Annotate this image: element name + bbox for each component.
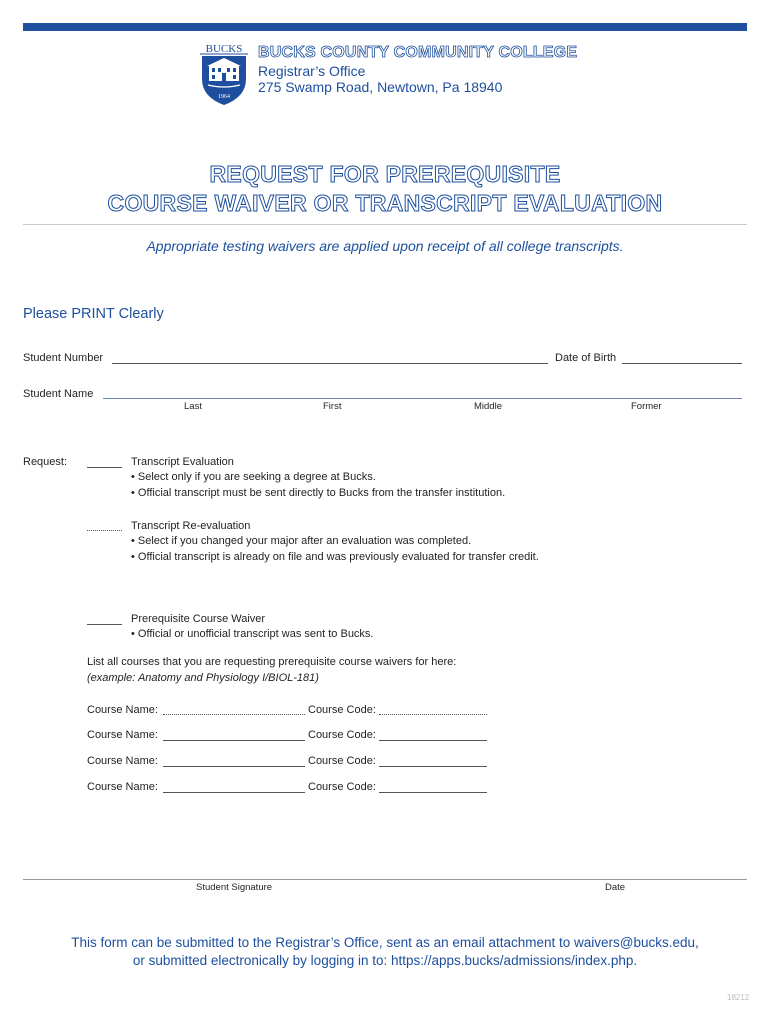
office-address: 275 Swamp Road, Newtown, Pa 18940 (258, 79, 503, 95)
signature-date-label: Date (605, 882, 626, 893)
prerequisite-waiver-checkline[interactable] (87, 624, 122, 625)
top-bar (23, 23, 747, 31)
testing-waiver-notice: Appropriate testing waivers are applied upon receipt of all college transcripts. (146, 238, 624, 254)
course-code-label: Course Code: (308, 704, 376, 716)
student-number-field[interactable] (112, 363, 548, 364)
course-name-label: Course Name: (87, 781, 158, 793)
form-number: 18212 (727, 993, 750, 1002)
course-list-instruction: List all courses that you are requesting prerequisite course waivers for here: (87, 656, 457, 668)
name-part-last: Last (184, 401, 202, 412)
name-part-middle: Middle (474, 401, 502, 412)
course-list-example: (example: Anatomy and Physiology I/BIOL-181) (87, 672, 319, 684)
option-prerequisite-waiver-title: Prerequisite Course Waiver (131, 613, 266, 625)
option-bullet: • Select if you changed your major after an evaluation was completed. (131, 535, 472, 547)
form-title-line-1: REQUEST FOR PREREQUISITE (209, 161, 561, 187)
form-title-line-2: COURSE WAIVER OR TRANSCRIPT EVALUATION (107, 190, 663, 216)
signature-line[interactable] (23, 879, 747, 880)
course-code-field-4[interactable] (379, 792, 487, 793)
course-name-field-1[interactable] (163, 714, 305, 715)
option-bullet: • Official transcript must be sent directly to Bucks from the transfer institution. (131, 487, 506, 499)
course-code-label: Course Code: (308, 755, 376, 767)
name-part-former: Former (631, 401, 662, 412)
course-code-field-2[interactable] (379, 740, 487, 741)
submission-instructions-line-2: or submitted electronically by logging in to: https://apps.bucks/admissions/index.php. (132, 953, 638, 968)
course-code-field-3[interactable] (379, 766, 487, 767)
course-name-field-3[interactable] (163, 766, 305, 767)
course-name-field-2[interactable] (163, 740, 305, 741)
course-name-label: Course Name: (87, 755, 158, 767)
transcript-evaluation-checkline[interactable] (87, 467, 122, 468)
student-name-field[interactable] (103, 398, 742, 399)
date-of-birth-label: Date of Birth (555, 352, 617, 364)
option-bullet: • Official or unofficial transcript was sent to Bucks. (131, 628, 374, 640)
submission-instructions-line-1: This form can be submitted to the Registrar’s Office, sent as an email attachment to waivers@bucks.edu, (71, 935, 699, 950)
request-label: Request: (23, 456, 68, 468)
student-number-label: Student Number (23, 352, 104, 364)
svg-text:BUCKS: BUCKS (205, 43, 243, 55)
registrar-office: Registrar’s Office (258, 63, 366, 79)
college-name: BUCKS COUNTY COMMUNITY COLLEGE (258, 44, 578, 61)
student-signature-label: Student Signature (196, 882, 273, 893)
date-of-birth-field[interactable] (622, 363, 742, 364)
svg-text:1964: 1964 (218, 94, 230, 100)
student-name-label: Student Name (23, 388, 94, 400)
option-transcript-reevaluation-title: Transcript Re-evaluation (131, 520, 251, 532)
print-clearly-heading: Please PRINT Clearly (23, 306, 164, 322)
college-seal-logo (198, 41, 250, 107)
course-name-field-4[interactable] (163, 792, 305, 793)
option-transcript-evaluation-title: Transcript Evaluation (131, 456, 234, 468)
option-bullet: • Official transcript is already on file and was previously evaluated for transfer credit. (131, 551, 539, 563)
course-code-label: Course Code: (308, 729, 376, 741)
course-code-field-1[interactable] (379, 714, 487, 715)
option-bullet: • Select only if you are seeking a degree at Bucks. (131, 471, 376, 483)
course-name-label: Course Name: (87, 729, 158, 741)
course-name-label: Course Name: (87, 704, 158, 716)
transcript-reevaluation-checkline[interactable] (87, 530, 122, 531)
title-divider (23, 224, 747, 225)
course-code-label: Course Code: (308, 781, 376, 793)
name-part-first: First (323, 401, 342, 412)
